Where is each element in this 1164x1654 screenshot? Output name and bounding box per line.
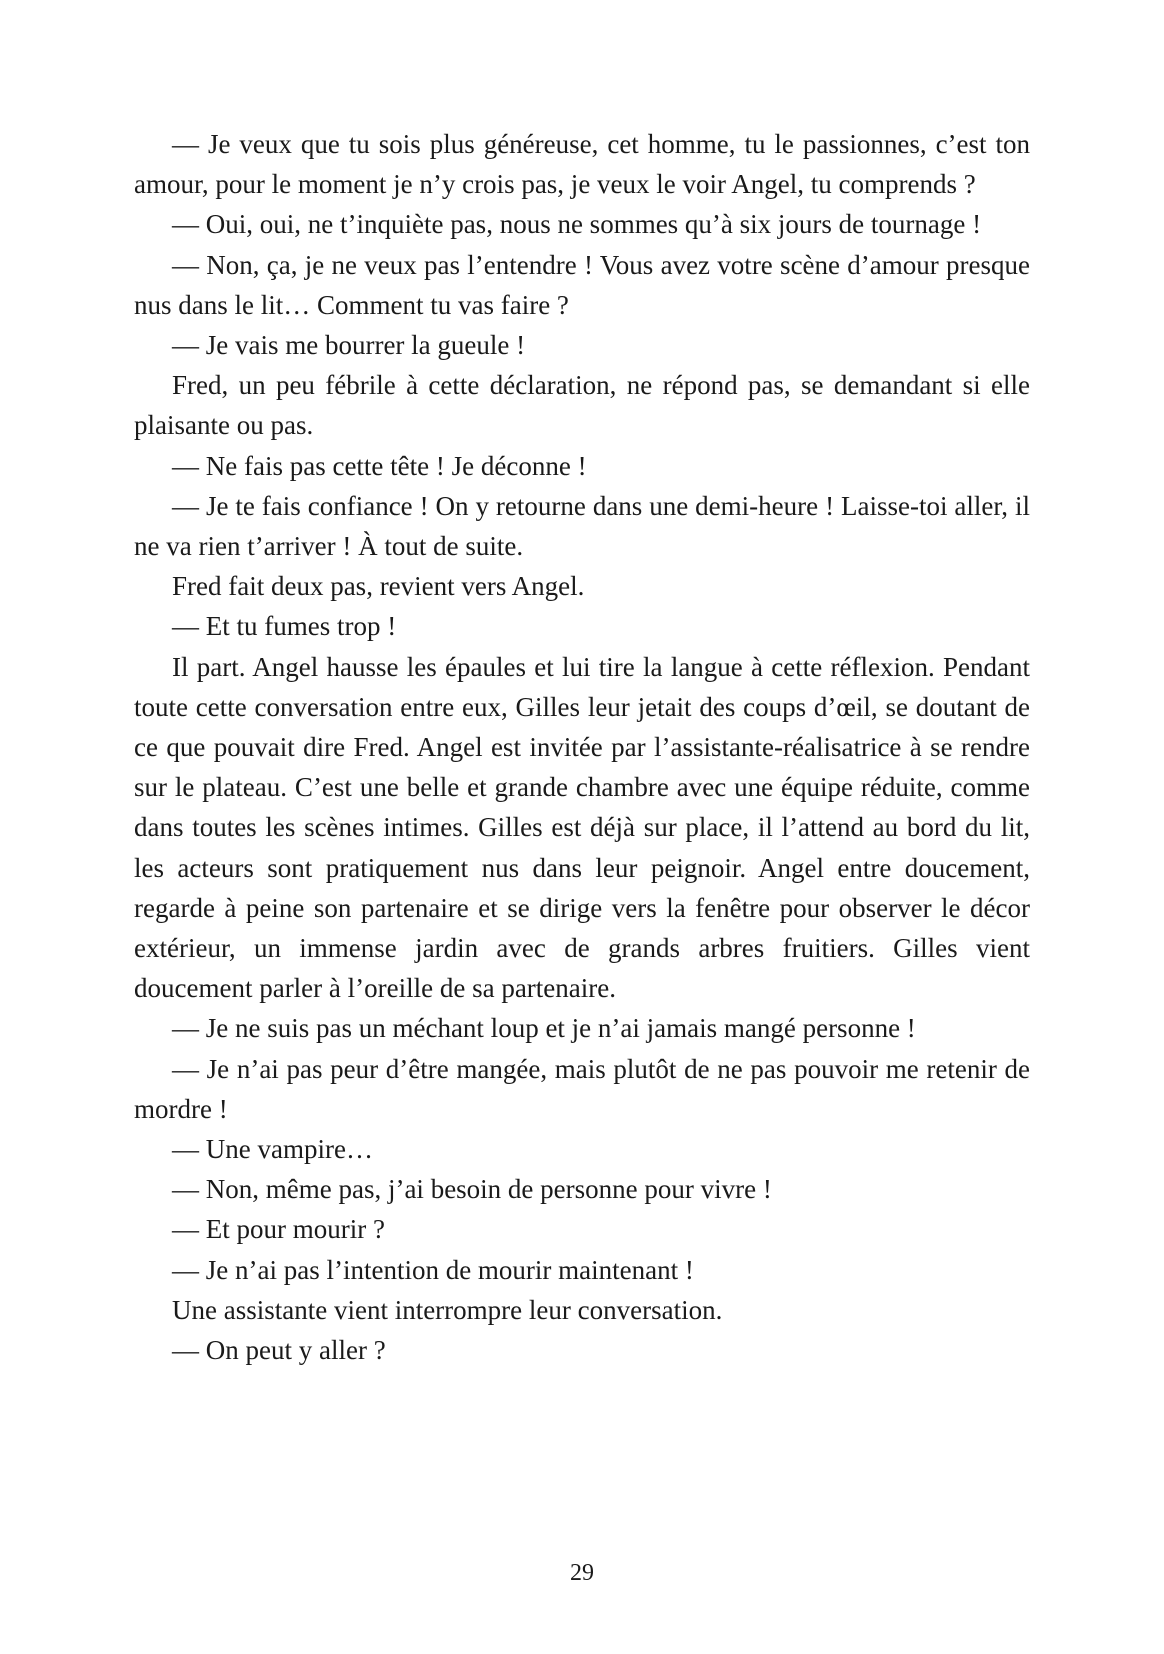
paragraph: — Je vais me bourrer la gueule ! bbox=[172, 330, 526, 361]
paragraph: — Je n’ai pas peur d’être mangée, mais plutôt de ne pas pouvoir me retenir de mordre ! bbox=[134, 1053, 1030, 1124]
paragraph: — Je n’ai pas l’intention de mourir maintenant ! bbox=[172, 1254, 694, 1285]
paragraph: — Non, même pas, j’ai besoin de personne pour vivre ! bbox=[172, 1174, 772, 1205]
paragraph: — Une vampire… bbox=[172, 1134, 373, 1165]
paragraph: — Je ne suis pas un méchant loup et je n’ai jamais mangé personne ! bbox=[172, 1013, 916, 1044]
paragraph: — Oui, oui, ne t’inquiète pas, nous ne sommes qu’à six jours de tournage ! bbox=[172, 209, 982, 240]
paragraph: — Et pour mourir ? bbox=[172, 1214, 385, 1245]
paragraph: Fred, un peu fébrile à cette déclaration, ne répond pas, se demandant si elle plaisante ou pas. bbox=[134, 370, 1030, 441]
paragraph: — On peut y aller ? bbox=[172, 1335, 386, 1366]
paragraph: — Je te fais confiance ! On y retourne dans une demi-heure ! Laisse-toi aller, il ne va rien t’arriver ! À tout de suite. bbox=[134, 490, 1030, 562]
paragraph: — Je veux que tu sois plus généreuse, cet homme, tu le passionnes, c’est ton amour, pour le moment je n’y crois pas, je veux le voir Angel, tu comprends ? bbox=[134, 129, 1030, 200]
paragraph: — Non, ça, je ne veux pas l’entendre ! Vous avez votre scène d’amour presque nus dans le lit… Comment tu vas faire ? bbox=[134, 249, 1030, 320]
page-number: 29 bbox=[570, 1560, 594, 1586]
paragraph: Il part. Angel hausse les épaules et lui tire la langue à cette réflexion. Pendant toute cette conversation entre eux, Gilles leur jetait des coups d’œil, se doutant de ce que pouvait dire Fred. Angel est invitée par l’assistante-réalisatrice à se rendre sur le plateau. C’est une belle et grande chambre avec une équipe réduite, comme dans toutes les scènes intimes. Gilles est déjà sur place, il l’attend au bord du lit, les acteurs sont pratiquement nus dans leur peignoir. Angel entre doucement, regarde à peine son partenaire et se dirige vers la fenêtre pour observer le décor extérieur, un immense jardin avec de grands arbres fruitiers. Gilles vient doucement parler à l’oreille de sa partenaire. bbox=[134, 651, 1030, 1004]
paragraph: — Et tu fumes trop ! bbox=[172, 611, 397, 642]
paragraph: — Ne fais pas cette tête ! Je déconne ! bbox=[172, 450, 587, 481]
paragraph: Fred fait deux pas, revient vers Angel. bbox=[172, 571, 585, 602]
page-body bbox=[134, 124, 1030, 1370]
paragraph: Une assistante vient interrompre leur conversation. bbox=[172, 1294, 723, 1325]
